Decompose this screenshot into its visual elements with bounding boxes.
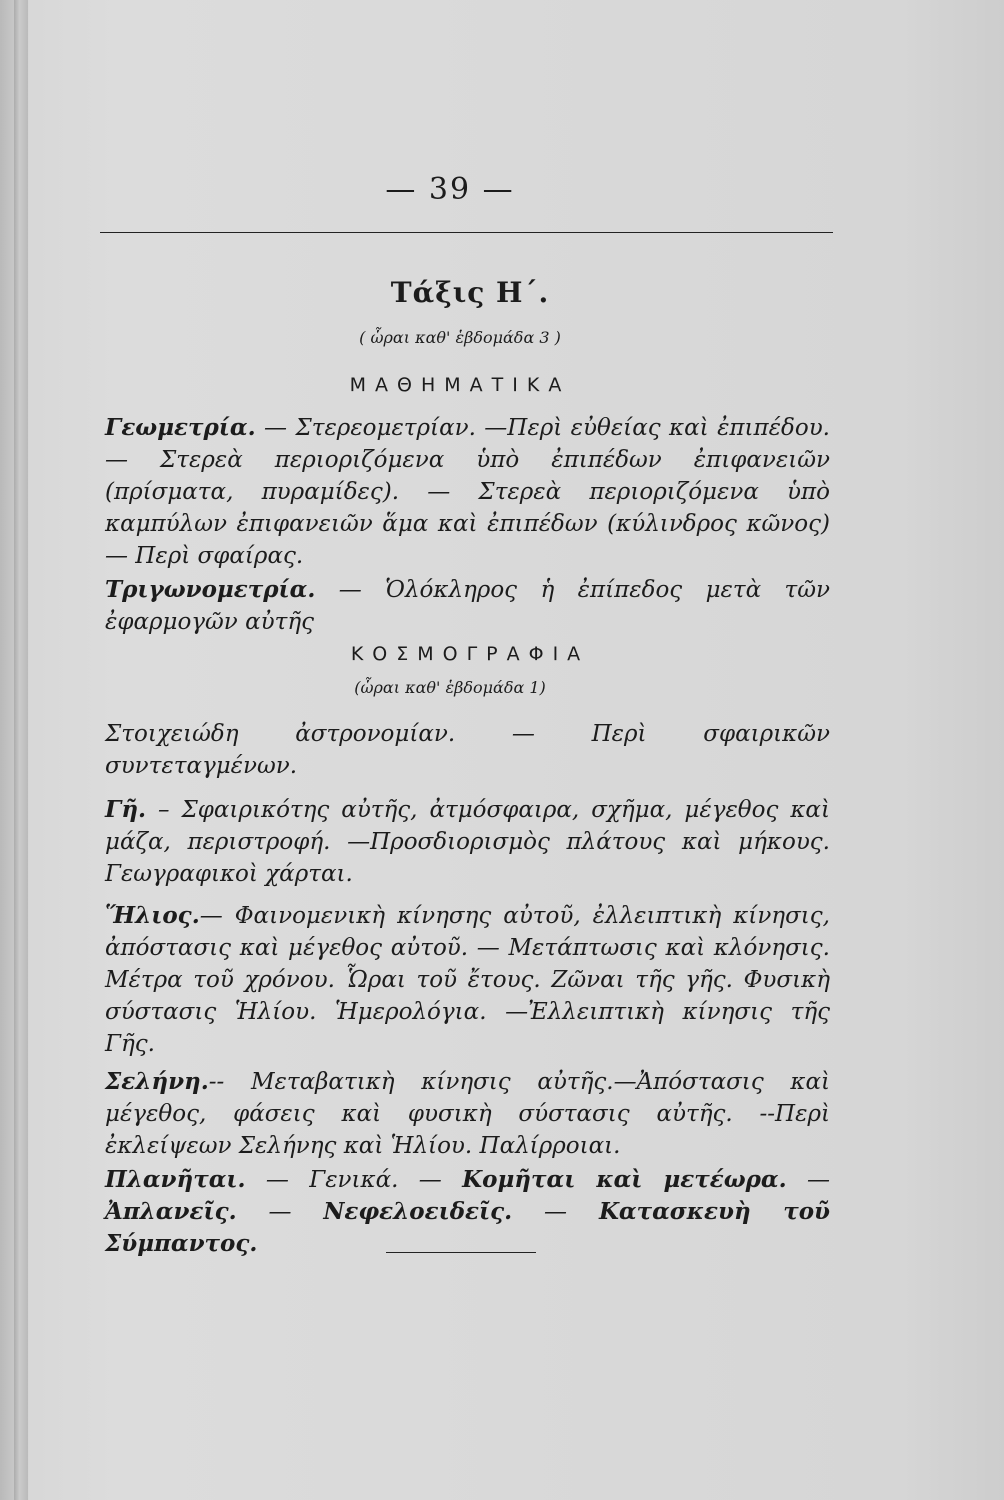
universe-structure-heading: Κατασκευὴ τοῦ Σύμπαντος. xyxy=(105,1198,831,1257)
general-text: — Γενικά. — xyxy=(245,1167,463,1193)
nebulae-heading: Νεφελοειδεῖς. xyxy=(323,1198,513,1225)
planets-paragraph xyxy=(105,1164,830,1260)
sun-paragraph xyxy=(105,900,830,1060)
dash-separator: — xyxy=(236,1199,324,1225)
trigonometry-paragraph xyxy=(105,574,830,638)
trigonometry-heading: Τριγωνομετρία. xyxy=(105,576,316,603)
cosmography-hours-note: (ὧραι καθ' ἑβδομάδα 1) xyxy=(354,678,546,697)
end-rule xyxy=(386,1252,536,1253)
dash-separator: — xyxy=(512,1199,599,1225)
math-hours-note: ( ὧραι καθ' ἑβδομάδα 3 ) xyxy=(359,328,561,347)
page-number: — 39 — xyxy=(385,172,515,207)
fixed-stars-heading: Ἀπλανεῖς. xyxy=(105,1198,237,1225)
planets-heading: Πλανῆται. xyxy=(105,1166,246,1193)
geometry-heading: Γεωμετρία. xyxy=(105,414,256,441)
class-title: Τάξις Η΄. xyxy=(390,276,550,309)
earth-paragraph xyxy=(105,794,830,890)
moon-paragraph xyxy=(105,1066,830,1162)
cosmography-subject-heading: ΚΟΣΜΟΓΡΑΦΙΑ xyxy=(350,643,590,665)
geometry-text: — Στερεομετρίαν. —Περὶ εὐθείας καὶ ἐπιπέδου. — Στερεὰ περιοριζόμενα ὑπὸ ἐπιπέδων ἐπιφανειῶν (πρίσματα, πυραμίδες). — Στερεὰ περιοριζόμενα ὑπὸ καμπύλων ἐπιφανειῶν ἅμα καὶ ἐπιπέδων (κύλινδρος κῶνος) — Περὶ σφαίρας. xyxy=(105,415,830,569)
header-rule xyxy=(100,232,833,233)
geometry-paragraph xyxy=(105,412,830,572)
trigonometry-text: — Ὁλόκληρος ἡ ἐπίπεδος μετὰ τῶν ἐφαρμογῶν αὐτῆς xyxy=(105,577,830,635)
astronomy-paragraph xyxy=(105,718,830,782)
moon-heading: Σελήνη. xyxy=(105,1068,209,1095)
dash-separator: — xyxy=(786,1167,830,1193)
comets-heading: Κομῆται καὶ μετέωρα. xyxy=(462,1166,787,1193)
earth-text: – Σφαιρικότης αὐτῆς, ἀτμόσφαιρα, σχῆμα, μέγεθος καὶ μάζα, περιστροφή. —Προσδιορισμὸς πλάτους καὶ μήκους. Γεωγραφικοὶ χάρται. xyxy=(105,797,830,887)
page-binding-edge xyxy=(14,0,28,1500)
moon-text: -- Μεταβατικὴ κίνησις αὐτῆς.—Ἀπόστασις καὶ μέγεθος, φάσεις καὶ φυσικὴ σύστασις αὐτῆς. --Περὶ ἐκλείψεων Σελήνης καὶ Ἡλίου. Παλίρροιαι. xyxy=(105,1069,830,1159)
earth-heading: Γῆ. xyxy=(105,796,147,823)
sun-heading: Ἥλιος. xyxy=(105,902,200,929)
sun-text: — Φαινομενικὴ κίνησης αὐτοῦ, ἐλλειπτικὴ κίνησις, ἀπόστασις καὶ μέγεθος αὐτοῦ. — Μετάπτωσις καὶ κλόνησις. Μέτρα τοῦ χρόνου. Ὧραι τοῦ ἔτους. Ζῶναι τῆς γῆς. Φυσικὴ σύστασις Ἡλίου. Ἡμερολόγια. —Ἐλλειπτικὴ κίνησις τῆς Γῆς. xyxy=(105,903,830,1057)
math-subject-heading: ΜΑΘΗΜΑΤΙΚΑ xyxy=(349,374,571,396)
astronomy-text: Στοιχειώδη ἀστρονομίαν. — Περὶ σφαιρικῶν συντεταγμένων. xyxy=(105,721,830,779)
